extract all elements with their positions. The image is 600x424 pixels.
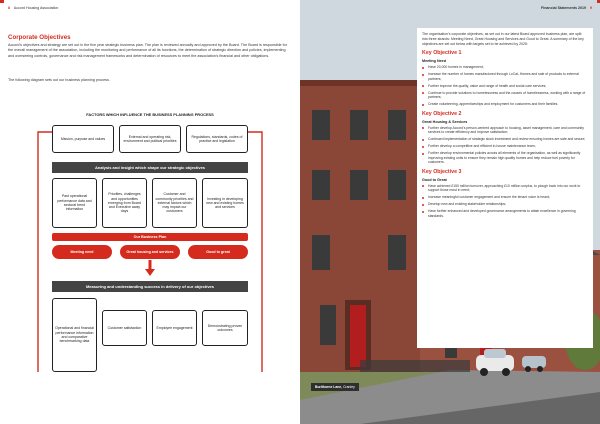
bullet-icon [422, 139, 424, 141]
figure-title: FACTORS WHICH INFLUENCE THE BUSINESS PLANNING PROCESS [86, 112, 214, 117]
factor-box-external-risk: External and operating risk, environment and political priorities [119, 125, 181, 153]
key-objective-2-list [422, 126, 587, 165]
measuring-bar: Measuring and understanding success in delivery of our objectives [52, 281, 248, 292]
caption-location: Cranley [343, 385, 355, 389]
bullet-icon [422, 153, 424, 155]
list-item: Increase the number of homes manufactured through LoCaL Homes and sale of products to external partners; [422, 72, 587, 81]
analysis-bar: Analysis and insight which shape our strategic objectives [52, 162, 248, 173]
business-plan-bar: Our Business Plan [52, 233, 248, 241]
right-header-title: Financial Statements 2019 [541, 6, 586, 10]
right-page [300, 0, 600, 424]
list-item: Further improve the quality, value and range of health and social care services; [422, 84, 587, 89]
right-page-number: 9 [590, 6, 592, 10]
list-item: Further develop a competitive and efficient in-house maintenance team; [422, 144, 587, 149]
bullet-icon [422, 92, 424, 94]
left-header-title: Accord Housing Association [13, 6, 59, 10]
measure-box-operational-data: Operational and financial performance information and comparative benchmarking data [52, 298, 97, 372]
photo-caption [311, 383, 359, 391]
list-item: Have achieved £150 million turnover, approaching £10 million surplus, to plough back into our work to support those most in need; [422, 184, 587, 193]
factor-box-priorities: Priorities, challenges and opportunities emerging from Board and Executive away days [102, 178, 147, 228]
bullet-icon [422, 104, 424, 106]
list-item: Continue to provide solutions to homelessness and the causes of homelessness, working with a range of partners; [422, 91, 587, 100]
page-corner-marker [0, 0, 4, 3]
key-objective-1-subheading: Meeting Need [422, 59, 446, 64]
objectives-intro: The organisation's corporate objectives, as set out in our latest Board approved business plan, are split into three strands: Meeting Need, Great Housing and Services and Good to Great. A summary of the key objectives are set out below with targets set to be achieved by 2025: [422, 32, 584, 46]
key-objective-3-subheading: Good to Great [422, 177, 447, 182]
bullet-icon [422, 204, 424, 206]
right-page-header [541, 6, 592, 10]
pill-meeting-need: Meeting need [52, 245, 112, 259]
key-objective-3-list [422, 184, 587, 219]
measure-box-employee-engagement: Employee engagement [152, 310, 197, 346]
factor-box-past-performance: Past operational performance data and sectoral trend information [52, 178, 97, 228]
bullet-icon [422, 146, 424, 148]
key-objective-1-heading: Key Objective 1 [422, 50, 462, 57]
pill-good-to-great: Good to great [188, 245, 248, 259]
corporate-objectives-heading: Corporate Objectives [8, 34, 71, 41]
pill-great-housing: Great housing and services [120, 245, 180, 259]
key-objective-2-subheading: Great Housing & Services [422, 119, 468, 124]
factor-box-mission: Mission, purpose and values [52, 125, 114, 153]
factor-box-customer-priorities: Customer and community priorities and external factors which may impact our customers [152, 178, 197, 228]
measure-box-proven-outcomes: Demonstrating proven outcomes [202, 310, 248, 346]
caption-name: Burlthorne Lane, [315, 385, 343, 389]
bullet-icon [422, 85, 424, 87]
list-item: Increase meaningful customer engagement and ensure the tenant voice is heard; [422, 195, 587, 200]
bullet-icon [422, 185, 424, 187]
objectives-paragraph: Accord's objectives and strategy are set out in the five year strategic business plan. The plan is reviewed annually and approved by the Board. The Board is responsible for the overall management of the association, including the monitoring and performance of all its functions, the determination of strategic direction and policies, implementing and overseeing controls, governance and risk management frameworks and determination of resources to meet the association's financial and other obligations. [8, 43, 287, 58]
list-item: Have 20,000 homes in management; [422, 65, 587, 70]
list-item: Have further enhanced and developed governance arrangements to attain excellence in governing standards. [422, 209, 587, 218]
factor-box-regulations: Regulations, standards, codes of practice and legislation [186, 125, 248, 153]
bullet-icon [422, 127, 424, 129]
list-item: Create volunteering, apprenticeships and employment for customers and their families. [422, 102, 587, 107]
left-page-header [8, 6, 58, 10]
diagram-intro-paragraph: The following diagram sets out our business planning process. [8, 78, 110, 82]
measure-box-customer-satisfaction: Customer satisfaction [102, 310, 147, 346]
list-item: Further develop Accord's person-centred approach to housing, asset management, care and community services to create efficiency and improve satisfaction; [422, 126, 587, 135]
bullet-icon [422, 67, 424, 69]
bullet-icon [422, 211, 424, 213]
key-objective-2-heading: Key Objective 2 [422, 110, 462, 117]
key-objective-1-list [422, 65, 587, 107]
left-page-number: 8 [8, 6, 10, 10]
key-objective-3-heading: Key Objective 3 [422, 168, 462, 175]
factor-box-investing-homes: Investing in developing new and existing homes and services [202, 178, 248, 228]
objectives-panel [417, 28, 593, 348]
list-item: Continued implementation of strategic stock investment and review ensuring homes are safe and secure; [422, 137, 587, 142]
bullet-icon [422, 74, 424, 76]
list-item: Develop new and existing stakeholder relationships; [422, 202, 587, 207]
list-item: Further develop environmental policies across all elements of the organisation, as well as significantly improving existing units to ensure they remain high quality homes and help reduce fuel poverty for customers. [422, 151, 587, 165]
bullet-icon [422, 197, 424, 199]
